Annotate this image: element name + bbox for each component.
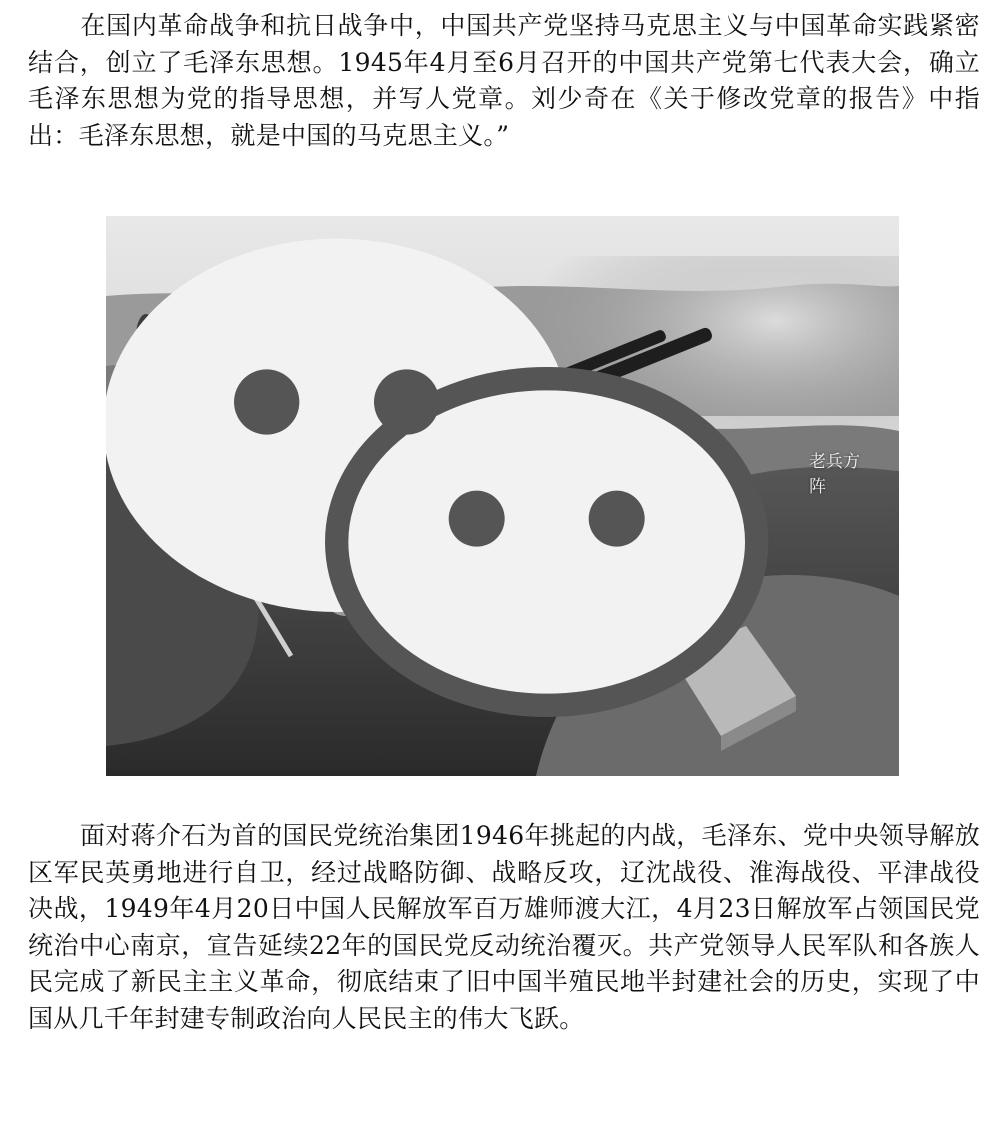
artillery-battle-photo: [106, 216, 899, 776]
paragraph-1: [28, 8, 980, 154]
paragraph-2-text: 面对蒋介石为首的国民党统治集团1946年挑起的内战，毛泽东、党中央领导解放区军民英勇地进行自卫，经过战略防御、战略反攻，辽沈战役、淮海战役、平津战役决战，1949年4月20日中国人民解放军百万雄师渡大江，4月23日解放军占领国民党统治中心南京，宣告延续22年的国民党反动统治覆灭。共产党领导人民军队和各族人民完成了新民主主义革命，彻底结束了旧中国半殖民地半封建社会的历史，实现了中国从几千年封建专制政治向人民民主的伟大飞跃。: [28, 821, 980, 1033]
watermark-text: 老兵方阵: [809, 452, 861, 497]
wechat-icon: [106, 216, 803, 752]
paragraph-2: [28, 818, 980, 1037]
paragraph-1-text: 在国内革命战争和抗日战争中，中国共产党坚持马克思主义与中国革命实践紧密结合，创立了毛泽东思想。1945年4月至6月召开的中国共产党第七代表大会，确立毛泽东思想为党的指导思想，并写人党章。刘少奇在《关于修改党章的报告》中指出：毛泽东思想，就是中国的马克思主义。”: [28, 11, 980, 150]
photo-watermark: [106, 216, 873, 752]
